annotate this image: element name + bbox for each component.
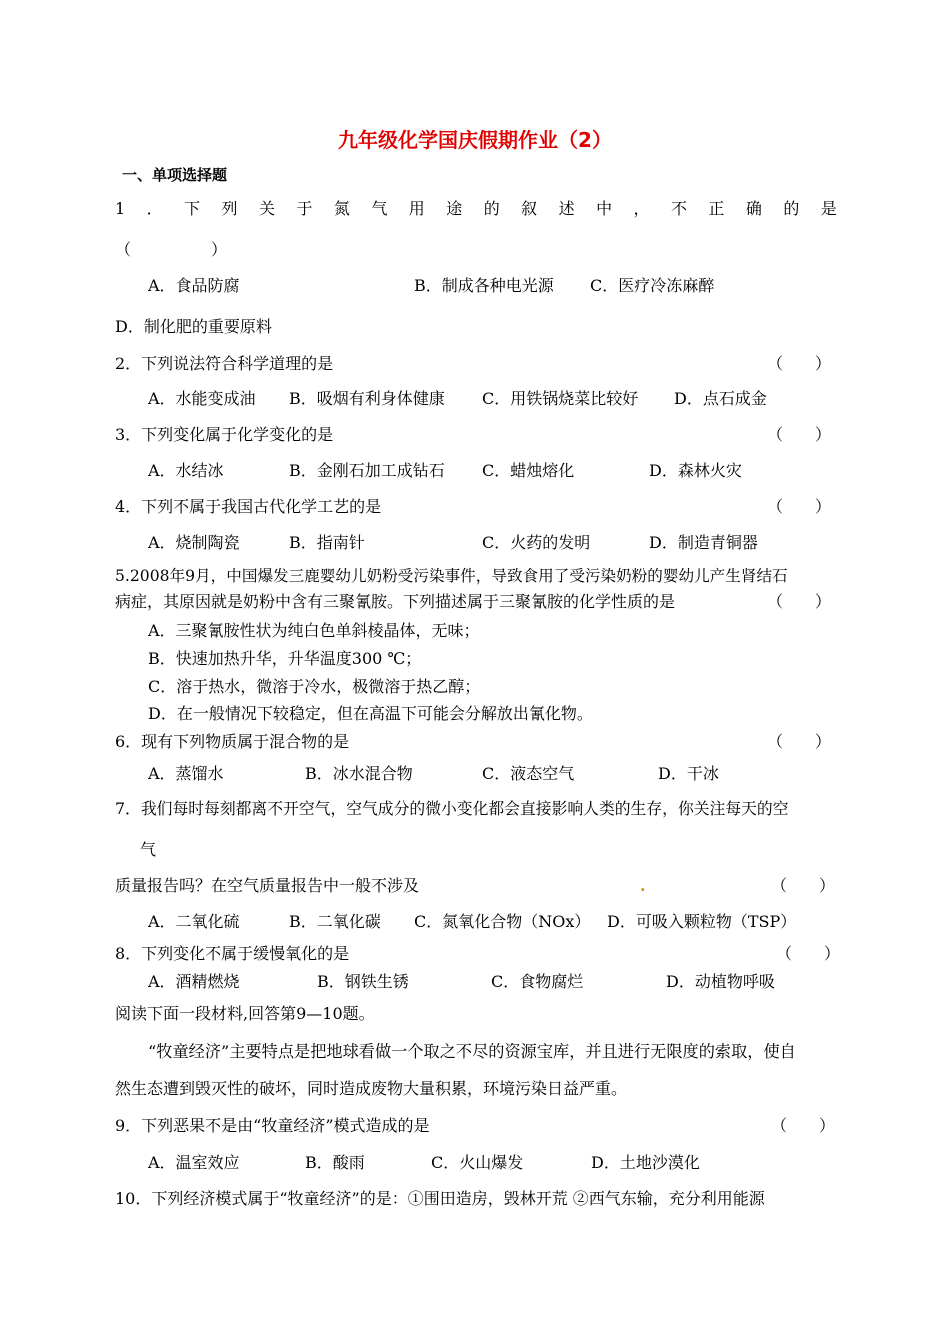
question-4-option-a: A．烧制陶瓷 <box>148 533 240 552</box>
question-3-answer-paren: （ ） <box>767 425 832 444</box>
question-8-option-a: A．酒精燃烧 <box>148 972 240 991</box>
question-2-answer-paren: （ ） <box>767 354 832 373</box>
question-1-answer-paren: （ ） <box>115 240 228 259</box>
question-1-stem-char: 气 <box>371 199 388 218</box>
page-title: 九年级化学国庆假期作业（2） <box>338 128 612 152</box>
question-1-stem <box>115 199 837 219</box>
question-8-stem: 8．下列变化不属于缓慢氧化的是 <box>115 944 350 963</box>
question-6-option-d: D．干冰 <box>658 764 719 783</box>
question-1-stem-char: 是 <box>820 199 837 218</box>
question-1-stem-char: 不 <box>670 199 687 218</box>
reading-intro: 阅读下面一段材料,回答第9—10题。 <box>115 1004 375 1023</box>
question-3-option-c: C．蜡烛熔化 <box>482 461 575 480</box>
question-4-option-c: C．火药的发明 <box>482 533 591 552</box>
question-2-option-c: C．用铁锅烧菜比较好 <box>482 389 639 408</box>
question-5-answer-paren: （ ） <box>767 592 832 611</box>
question-6-option-a: A．蒸馏水 <box>148 764 224 783</box>
question-8-option-c: C．食物腐烂 <box>491 972 584 991</box>
question-1-stem-char: 正 <box>708 199 725 218</box>
question-1-stem-char: 的 <box>783 199 800 218</box>
question-7-stem-line-1: 7．我们每时每刻都离不开空气，空气成分的微小变化都会直接影响人类的生存，你关注每天的空 <box>115 799 789 818</box>
question-1-stem-char: 1 <box>115 199 126 218</box>
question-1-stem-char: 关 <box>258 199 275 218</box>
question-5-option-c: C．溶于热水，微溶于冷水，极微溶于热乙醇； <box>148 677 481 696</box>
question-1-stem-char: 途 <box>446 199 463 218</box>
section-heading: 一、单项选择题 <box>122 166 228 184</box>
question-3-option-a: A．水结冰 <box>148 461 224 480</box>
reading-paragraph-line-2: 然生态遭到毁灭性的破坏，同时造成废物大量积累，环境污染日益严重。 <box>115 1079 628 1098</box>
question-1-stem-char: 确 <box>745 199 762 218</box>
question-4-option-b: B．指南针 <box>289 533 365 552</box>
question-7-option-b: B．二氧化碳 <box>289 912 381 931</box>
question-1-stem-char: ． <box>146 199 163 218</box>
question-1-option-b: B．制成各种电光源 <box>414 276 554 295</box>
question-3-stem: 3．下列变化属于化学变化的是 <box>115 425 334 444</box>
question-2-option-a: A．水能变成油 <box>148 389 256 408</box>
reading-paragraph-line-1: “牧童经济”主要特点是把地球看做一个取之不尽的资源宝库，并且进行无限度的索取，使自 <box>148 1042 796 1061</box>
question-1-stem-char: 述 <box>558 199 575 218</box>
question-1-stem-char: 叙 <box>521 199 538 218</box>
question-7-stem-line-2: 气 <box>140 840 157 859</box>
question-8-answer-paren: （ ） <box>776 944 841 963</box>
question-1-stem-char: ， <box>633 199 650 218</box>
question-5-option-b: B．快速加热升华，升华温度300 ℃； <box>148 649 422 668</box>
question-2-stem: 2．下列说法符合科学道理的是 <box>115 354 334 373</box>
question-9-option-d: D．土地沙漠化 <box>591 1153 700 1172</box>
question-4-stem: 4．下列不属于我国古代化学工艺的是 <box>115 497 382 516</box>
question-1-stem-char: 列 <box>221 199 238 218</box>
question-5-stem-line-1: 5.2008年9月，中国爆发三鹿婴幼儿奶粉受污染事件，导致食用了受污染奶粉的婴幼儿产生肾结石 <box>115 567 788 585</box>
question-6-option-b: B．冰水混合物 <box>305 764 413 783</box>
question-1-option-d: D．制化肥的重要原料 <box>115 317 272 336</box>
question-5-stem-line-2: 病症，其原因就是奶粉中含有三聚氰胺。下列描述属于三聚氰胺的化学性质的是 <box>115 592 676 611</box>
question-10-stem: 10．下列经济模式属于“牧童经济”的是：①围田造房，毁林开荒 ②西气东输，充分利用能源 <box>115 1189 765 1208</box>
question-5-option-d: D．在一般情况下较稳定，但在高温下可能会分解放出氰化物。 <box>148 704 593 723</box>
question-9-option-b: B．酸雨 <box>305 1153 365 1172</box>
question-1-stem-char: 用 <box>408 199 425 218</box>
question-3-option-b: B．金刚石加工成钻石 <box>289 461 445 480</box>
question-6-answer-paren: （ ） <box>767 732 832 751</box>
question-8-option-d: D．动植物呼吸 <box>666 972 775 991</box>
question-4-option-d: D．制造青铜器 <box>649 533 758 552</box>
question-4-answer-paren: （ ） <box>767 497 832 516</box>
emphasis-dot: . <box>640 876 646 895</box>
question-2-option-d: D．点石成金 <box>674 389 767 408</box>
question-5-option-a: A．三聚氰胺性状为纯白色单斜棱晶体，无味； <box>148 621 480 640</box>
question-3-option-d: D．森林火灾 <box>649 461 742 480</box>
question-1-stem-char: 下 <box>184 199 201 218</box>
question-9-option-c: C．火山爆发 <box>431 1153 524 1172</box>
question-1-option-c: C．医疗冷冻麻醉 <box>590 276 715 295</box>
question-8-option-b: B．钢铁生锈 <box>317 972 409 991</box>
question-2-option-b: B．吸烟有利身体健康 <box>289 389 445 408</box>
question-7-option-d: D．可吸入颗粒物（TSP） <box>607 912 797 931</box>
question-6-option-c: C．液态空气 <box>482 764 575 783</box>
question-1-stem-char: 中 <box>596 199 613 218</box>
question-6-stem: 6．现有下列物质属于混合物的是 <box>115 732 350 751</box>
question-1-option-a: A．食品防腐 <box>148 276 240 295</box>
question-9-stem: 9．下列恶果不是由“牧童经济”模式造成的是 <box>115 1116 430 1135</box>
question-1-stem-char: 氮 <box>333 199 350 218</box>
question-7-option-a: A．二氧化硫 <box>148 912 240 931</box>
question-7-option-c: C．氮氧化合物（NOx） <box>414 912 591 931</box>
question-1-stem-char: 于 <box>296 199 313 218</box>
question-1-stem-char: 的 <box>483 199 500 218</box>
question-7-answer-paren: （ ） <box>771 876 836 895</box>
question-9-answer-paren: （ ） <box>771 1116 836 1135</box>
question-7-stem-line-3: 质量报告吗？在空气质量报告中一般不涉及 <box>115 876 420 895</box>
question-9-option-a: A．温室效应 <box>148 1153 240 1172</box>
